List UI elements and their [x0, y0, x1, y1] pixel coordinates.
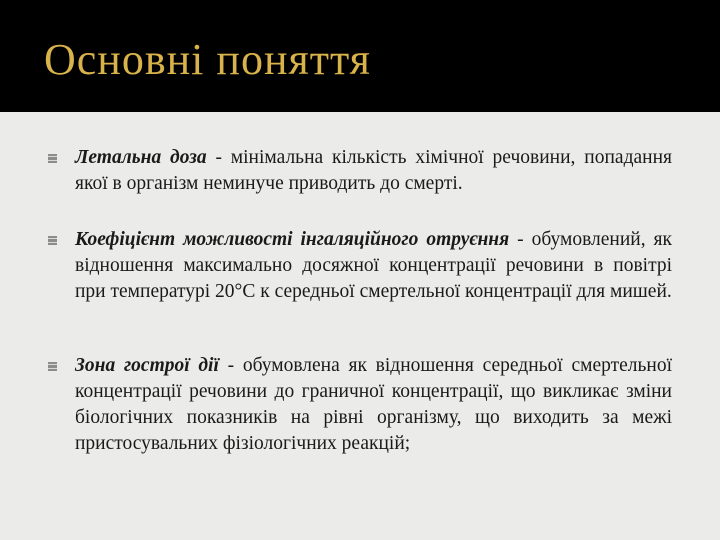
square-bullet-icon	[48, 362, 57, 371]
slide-title: Основні поняття	[44, 35, 371, 84]
bullet-text	[75, 227, 672, 305]
bullet-text	[75, 145, 672, 197]
bullet-term: Летальна доза	[75, 147, 207, 168]
bullet-definition: - мінімальна кількість хімічної речовини, попадання якої в організм неминуче приводить до смерті.	[75, 147, 672, 194]
square-bullet-icon	[48, 154, 57, 163]
bullet-item-inhalation-coefficient	[48, 227, 672, 305]
bullet-text	[75, 353, 672, 457]
bullet-term: Коефіцієнт можливості інгаляційного отруєння	[75, 229, 510, 250]
bullet-definition: - обумовлений, як відношення максимально досяжної концентрації речовини в повітрі при температурі 20°С к середньої смертельної концентрації для мишей.	[75, 229, 672, 302]
bullet-term: Зона гострої дії	[75, 355, 219, 376]
bullet-item-acute-action-zone	[48, 353, 672, 457]
bullet-item-lethal-dose	[48, 145, 672, 197]
bullet-definition: - обумовлена як відношення середньої смертельної концентрації речовини до граничної концентрації, що викликає зміни біологічних показників на рівні організму, що виходить за межі пристосувальних фізіологічних реакцій;	[75, 355, 672, 454]
square-bullet-icon	[48, 236, 57, 245]
